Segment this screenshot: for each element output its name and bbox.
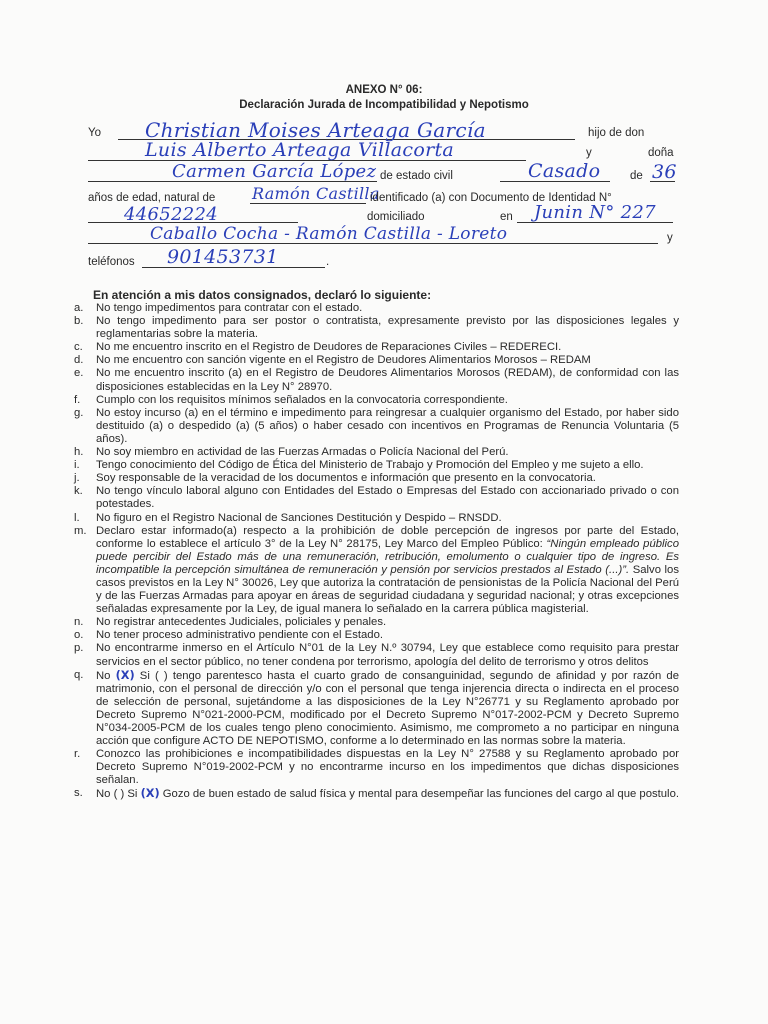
annex-title: ANEXO N° 06: bbox=[345, 84, 423, 96]
list-item: p. No encontrarme inmerso en el Artículo N°01 de la Ley N.º 30794, Ley que establece como requisito para prestar servicios en el sector público, no tener condena por terrorismo, apología del delito de terrorismo y otros delitos bbox=[74, 642, 679, 668]
law-quote: “Ningún empleado público puede percibir del Estado más de una remuneración, retribución, emolumento o cualquier tipo de ingreso. Es incompatible la percepción simultánea de remuneración y pensión por servicios prestados al Estado (...)”. bbox=[96, 537, 679, 576]
marital-status-field[interactable]: Casado bbox=[528, 160, 601, 182]
declaration-list bbox=[74, 302, 679, 802]
label-hijo-de-don: hijo de don bbox=[588, 127, 645, 139]
list-item: c. No me encuentro inscrito en el Registro de Deudores de Reparaciones Civiles – REDERECI. bbox=[74, 341, 562, 354]
label-anos-natural: años de edad, natural de bbox=[88, 192, 216, 204]
father-field[interactable]: Luis Alberto Arteaga Villacorta bbox=[145, 139, 455, 161]
phone-period: . bbox=[326, 256, 330, 268]
list-item: f. Cumplo con los requisitos mínimos señalados en la convocatoria correspondiente. bbox=[74, 393, 508, 406]
list-item: s. No ( ) Si (X) Gozo de buen estado de salud física y mental para desempeñar las funciones del cargo al que postulo. bbox=[74, 787, 679, 801]
list-item: o. No tener proceso administrativo pendiente con el Estado. bbox=[74, 629, 383, 642]
phone-field[interactable]: 901453731 bbox=[167, 246, 279, 268]
list-item: i. Tengo conocimiento del Código de Ética del Ministerio de Trabajo y Promoción del Empleo y me sujeto a ello. bbox=[74, 459, 644, 472]
label-en: en bbox=[500, 211, 513, 223]
health-yes-checkbox[interactable]: (X) bbox=[140, 787, 160, 801]
list-item: j. Soy responsable de la veracidad de los documentos e información que presento en la convocatoria. bbox=[74, 472, 596, 485]
label-dona: doña bbox=[648, 147, 674, 159]
birthplace-field-line bbox=[250, 203, 366, 204]
list-item: m. Declaro estar informado(a) respecto a la prohibición de doble percepción de ingresos por parte del Estado, conforme lo establece el artículo 3° de la Ley N° 28175, Ley Marco del Empleo Público: “Ningún empleado público puede percibir del Estado más de una remuneración, retribución, emolumento o cualquier tipo de ingreso. Es incompatible la percepción simultánea de remuneración y pensión por servicios prestados al Estado (...)”. Salvo los casos previstos en la Ley N° 30026, Ley que autoriza la contratación de pensionistas de la Policía Nacional del Perú y de las Fuerzas Armadas para apoyar en áreas de seguridad ciudadana y seguridad nacional; y otras excepciones señaladas expresamente por la Ley, de igual manera lo señalado en la carrera pública magisterial. bbox=[74, 524, 679, 616]
address-street-field[interactable]: Junin N° 227 bbox=[534, 202, 656, 223]
label-estado-civil: de estado civil bbox=[380, 170, 453, 182]
label-de: de bbox=[630, 170, 643, 182]
label-y2: y bbox=[667, 232, 673, 244]
dni-field[interactable]: 44652224 bbox=[124, 204, 219, 225]
mother-field[interactable]: Carmen García López bbox=[172, 161, 377, 182]
label-yo: Yo bbox=[88, 127, 102, 139]
list-item: r. Conozco las prohibiciones e incompatibilidades dispuestas en la Ley N° 27588 y su Reglamento aprobado por Decreto Supremo N°019-2002-PCM y no encontrarme incurso en los impedimentos que dichas disposiciones señalan. bbox=[74, 748, 679, 787]
name-field[interactable]: Christian Moises Arteaga García bbox=[145, 118, 486, 142]
address-city-field[interactable]: Caballo Cocha - Ramón Castilla - Loreto bbox=[150, 224, 508, 244]
document-title: Declaración Jurada de Incompatibilidad y Nepotismo bbox=[239, 99, 529, 111]
list-item: l. No figuro en el Registro Nacional de Sanciones Destitución y Despido – RNSDD. bbox=[74, 511, 502, 524]
list-item: k. No tengo vínculo laboral alguno con Entidades del Estado o Empresas del Estado con accionariado privado o con potestades. bbox=[74, 485, 679, 511]
label-y: y bbox=[586, 147, 592, 159]
list-item: h. No soy miembro en actividad de las Fuerzas Armadas o Policía Nacional del Perú. bbox=[74, 446, 509, 459]
list-item: e. No me encuentro inscrito (a) en el Registro de Deudores Alimentarios Morosos (REDAM), de conformidad con las disposiciones establecidas en la Ley N° 28970. bbox=[74, 367, 679, 393]
label-identificado: identificado (a) con Documento de Identidad N° bbox=[370, 192, 612, 204]
declaration-intro: En atención a mis datos consignados, declaró lo siguiente: bbox=[93, 288, 432, 302]
list-item: d. No me encuentro con sanción vigente en el Registro de Deudores Alimentarios Morosos – REDAM bbox=[74, 354, 591, 367]
list-item: n. No registrar antecedentes Judiciales, policiales y penales. bbox=[74, 616, 387, 629]
nepotism-no-checkbox[interactable]: (X) bbox=[115, 668, 135, 682]
age-field[interactable]: 36 bbox=[652, 161, 677, 183]
list-item: b. No tengo impedimento para ser postor o contratista, expresamente previsto por las disposiciones legales y reglamentarias sobre la materia. bbox=[74, 315, 679, 341]
list-item: g. No estoy incurso (a) en el término e impedimento para reingresar a cualquier organismo del Estado, por haber sido destituido (a) o despedido (a) (5 años) o haber cesado con incentivos en Programas de Renuncia Voluntaria (5 años). bbox=[74, 406, 679, 445]
label-telefonos: teléfonos bbox=[88, 256, 135, 268]
list-item: q. No (X) Si ( ) tengo parentesco hasta el cuarto grado de consanguinidad, segundo de afinidad y por razón de matrimonio, con el personal de dirección y/o con el personal que tenga injerencia directa o indirecta en el proceso de selección de personal, sujetándome a las disposiciones de la Ley N°26771 y su Reglamento aprobado por Decreto Supremo N°021-2000-PCM, modificado por el Decreto Supremo N°017-2002-PCM y Decreto Supremo N°034-2005-PCM de los cuales tengo pleno conocimiento. Asimismo, me comprometo a no participar en ninguna acción que configure ACTO DE NEPOTISMO, conforme a lo determinado en las normas sobre la materia. bbox=[74, 668, 679, 748]
birthplace-field[interactable]: Ramón Castilla bbox=[252, 184, 380, 203]
label-domiciliado: domiciliado bbox=[367, 211, 425, 223]
list-item: a. No tengo impedimentos para contratar con el estado. bbox=[74, 302, 363, 314]
